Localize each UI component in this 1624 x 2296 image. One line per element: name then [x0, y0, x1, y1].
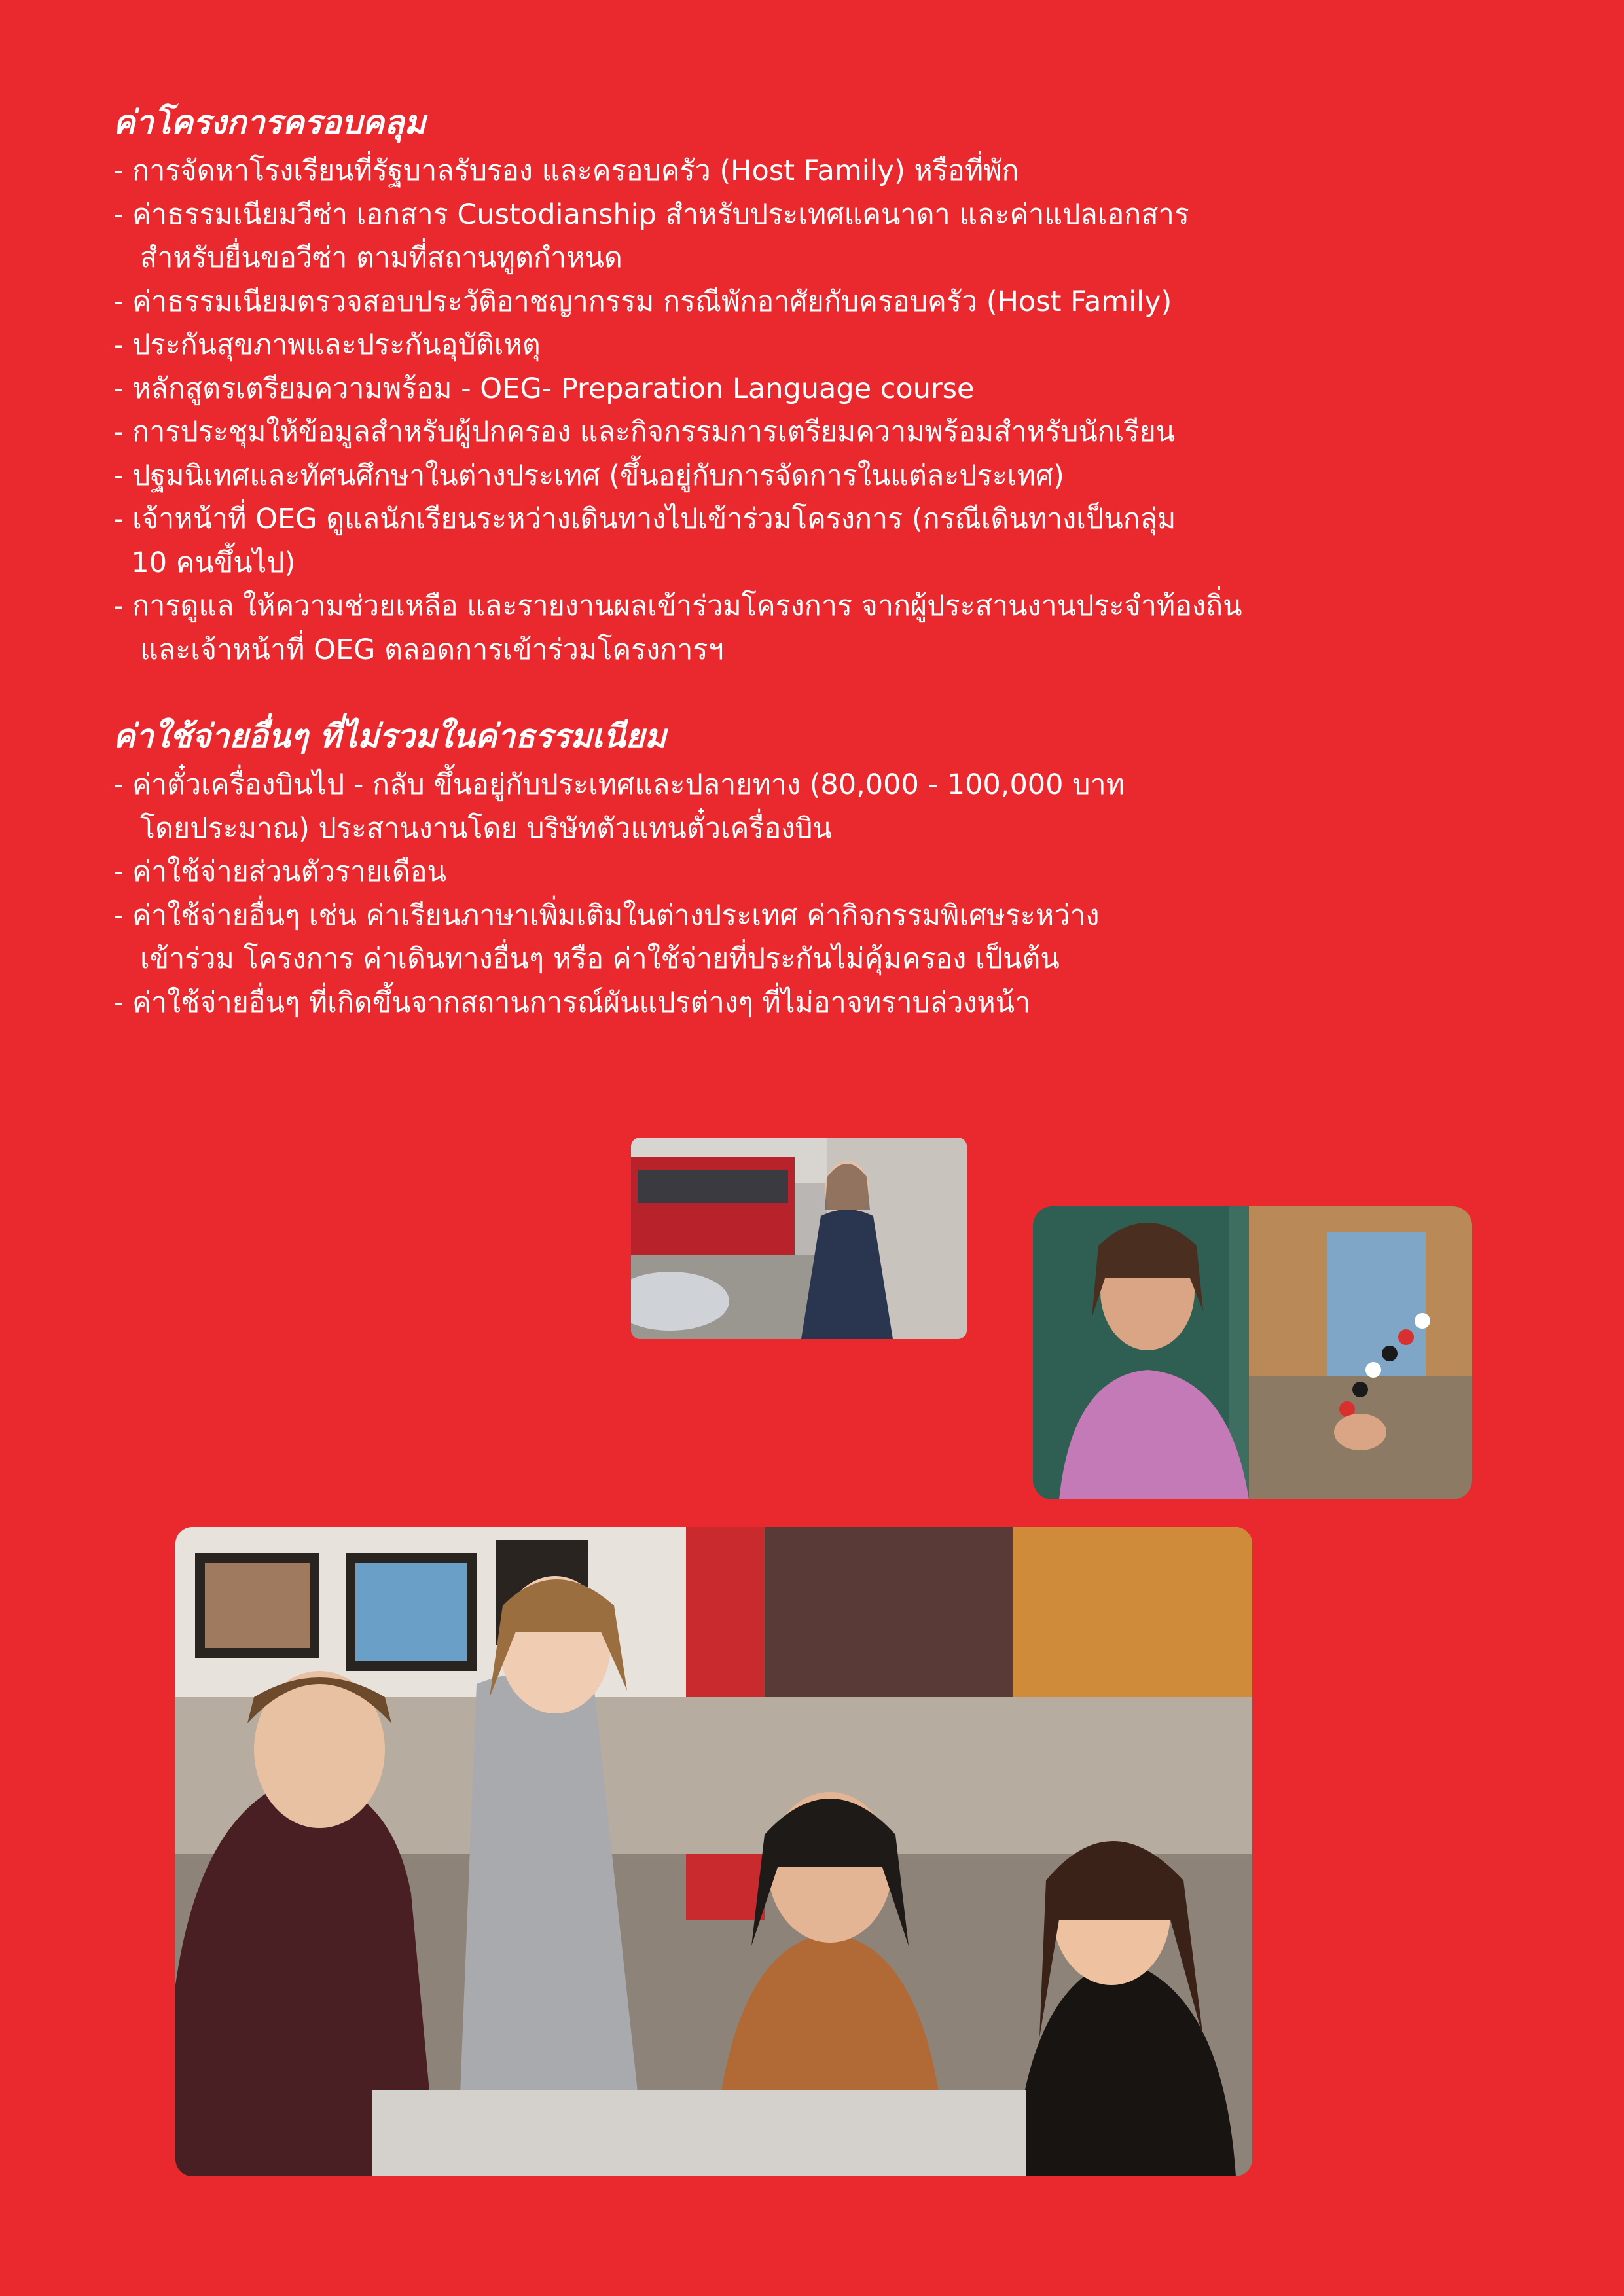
list-item: - ปฐมนิเทศและทัศนศึกษาในต่างประเทศ (ขึ้นอยู่กับการจัดการในแต่ละประเทศ) — [113, 459, 1064, 492]
photo-student-street — [631, 1138, 967, 1339]
excluded-list — [113, 763, 1488, 1024]
list-item: - ค่าธรรมเนียมวีซ่า เอกสาร Custodianship สำหรับประเทศแคนาดา และค่าแปลเอกสาร — [113, 198, 1189, 231]
covered-title: ค่าโครงการครอบคลุม — [113, 103, 426, 141]
excluded-title: ค่าใช้จ่ายอื่นๆ ที่ไม่รวมในค่าธรรมเนียม — [113, 717, 666, 755]
list-item: - ประกันสุขภาพและประกันอุบัติเหตุ — [113, 329, 541, 361]
covered-list — [113, 149, 1488, 672]
list-item: เข้าร่วม โครงการ ค่าเดินทางอื่นๆ หรือ ค่าใช้จ่ายที่ประกันไม่คุ้มครอง เป็นต้น — [113, 942, 1060, 975]
list-item: - การดูแล ให้ความช่วยเหลือ และรายงานผลเข้าร่วมโครงการ จากผู้ประสานงานประจำท้องถิ่น — [113, 590, 1242, 622]
photo-student-molecule — [1033, 1206, 1472, 1499]
list-item: - ค่าใช้จ่ายอื่นๆ เช่น ค่าเรียนภาษาเพิ่มเติมในต่างประเทศ ค่ากิจกรรมพิเศษระหว่าง — [113, 899, 1100, 932]
list-item: โดยประมาณ) ประสานงานโดย บริษัทตัวแทนตั๋วเครื่องบิน — [113, 812, 832, 845]
list-item: และเจ้าหน้าที่ OEG ตลอดการเข้าร่วมโครงการฯ — [113, 633, 724, 666]
list-item: - การประชุมให้ข้อมูลสำหรับผู้ปกครอง และกิจกรรมการเตรียมความพร้อมสำหรับนักเรียน — [113, 416, 1176, 448]
photo-students-classroom — [175, 1527, 1252, 2176]
list-item: 10 คนขึ้นไป) — [113, 546, 296, 579]
list-item: - การจัดหาโรงเรียนที่รัฐบาลรับรอง และครอบครัว (Host Family) หรือที่พัก — [113, 154, 1019, 187]
excluded-section — [113, 713, 1488, 1024]
list-item: - ค่าใช้จ่ายอื่นๆ ที่เกิดขึ้นจากสถานการณ์ผันแปรต่างๆ ที่ไม่อาจทราบล่วงหน้า — [113, 986, 1031, 1019]
list-item: - ค่าใช้จ่ายส่วนตัวรายเดือน — [113, 855, 446, 888]
list-item: - เจ้าหน้าที่ OEG ดูแลนักเรียนระหว่างเดินทางไปเข้าร่วมโครงการ (กรณีเดินทางเป็นกลุ่ม — [113, 503, 1176, 535]
list-item: - ค่าตั๋วเครื่องบินไป - กลับ ขึ้นอยู่กับประเทศและปลายทาง (80,000 - 100,000 บาท — [113, 768, 1125, 801]
list-item: - หลักสูตรเตรียมความพร้อม - OEG- Preparation Language course — [113, 372, 975, 405]
list-item: สำหรับยื่นขอวีซ่า ตามที่สถานทูตกำหนด — [113, 242, 623, 274]
covered-section — [113, 99, 1488, 672]
list-item: - ค่าธรรมเนียมตรวจสอบประวัติอาชญากรรม กรณีพักอาศัยกับครอบครัว (Host Family) — [113, 285, 1172, 318]
